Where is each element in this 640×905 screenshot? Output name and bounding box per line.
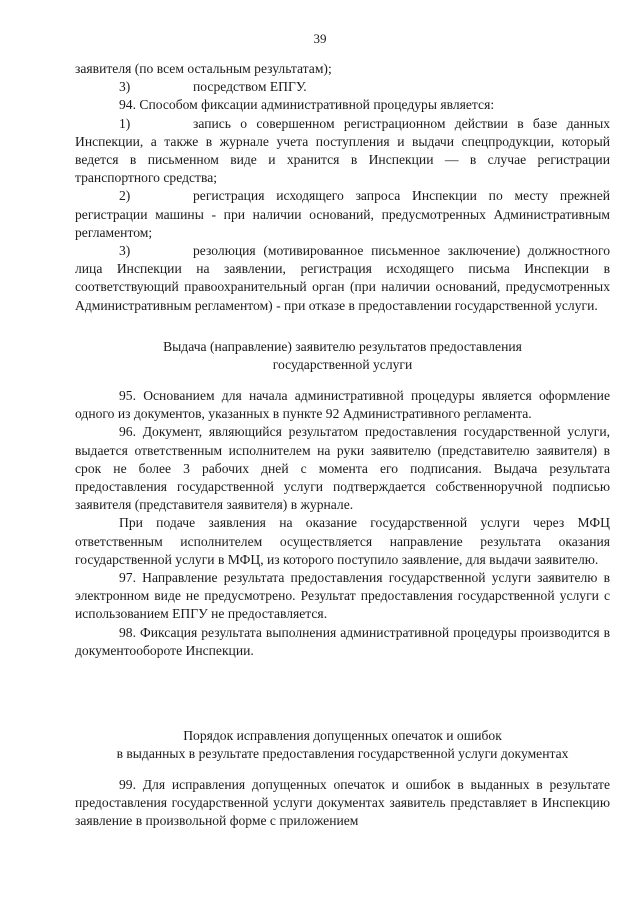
section-heading [75, 727, 610, 763]
paragraph: 94. Способом фиксации административной процедуры является: [119, 97, 495, 113]
paragraph: При подаче заявления на оказание государственной услуги через МФЦ ответственным исполнителем осуществляется направление результата оказания государственной услуги в МФЦ, из которого поступило заявление, для выдачи заявителю. [75, 515, 610, 567]
list-text: регистрация исходящего запроса Инспекции по месту прежней регистрации машины - при наличии оснований, предусмотренных Административным регламентом; [75, 188, 610, 240]
heading-line: государственной услуги [272, 357, 413, 373]
paragraph: 98. Фиксация результата выполнения административной процедуры производится в документообороте Инспекции. [75, 624, 610, 658]
list-number: 1) [119, 115, 131, 131]
list-number: 3) [119, 79, 131, 95]
list-item [75, 187, 610, 242]
page-number: 39 [313, 31, 327, 46]
heading-line: в выданных в результате предоставления государственной услуги документах [116, 746, 569, 762]
paragraph: 99. Для исправления допущенных опечаток и ошибок в выданных в результате предоставления государственной услуги документах заявитель представляет в Инспекцию заявление в произвольной форме с приложением [75, 777, 610, 829]
heading-line: Выдача (направление) заявителю результатов предоставления [163, 339, 522, 354]
section-heading [75, 338, 610, 374]
list-number: 2) [119, 188, 131, 204]
list-item [75, 78, 610, 96]
list-item [75, 242, 610, 315]
list-text: запись о совершенном регистрационном действии в базе данных Инспекции, а также в журнале учета поступления и выдачи спецпродукции, который ведется в письменном виде и хранится в Инспекции — в случае регистрации транспортного средства; [75, 115, 610, 186]
paragraph: 97. Направление результата предоставления государственной услуги заявителю в электронном виде не предусмотрено. Результат предоставления государственной услуги с использованием ЕПГУ не предоставляется. [75, 570, 610, 622]
list-text: посредством ЕПГУ. [193, 79, 307, 95]
paragraph: 96. Документ, являющийся результатом предоставления государственной услуги, выдается ответственным исполнителем на руки заявителю (представителю заявителя) в срок не более 3 рабочих дней с момента его подписания. Выдача результата предоставления государственной услуги подтверждается собственноручной подписью заявителя (представителя заявителя) в журнале. [75, 424, 610, 513]
procedure-fixation-section [75, 60, 610, 315]
paragraph: заявителя (по всем остальным результатам); [75, 61, 332, 76]
heading-line: Порядок исправления допущенных опечаток и ошибок [183, 728, 502, 743]
list-number: 3) [119, 243, 131, 259]
result-issuance-section [75, 387, 610, 660]
list-text: резолюция (мотивированное письменное заключение) должностного лица Инспекции на заявлении, регистрация исходящего письма Инспекции в соответствующий правоохранительный орган (при наличии оснований, предусмотренных Административным регламентом) - при отказе в предоставлении государственной услуги. [75, 243, 610, 313]
paragraph: 95. Основанием для начала административной процедуры является оформление одного из документов, указанных в пункте 92 Административного регламента. [75, 388, 610, 422]
error-correction-section [75, 776, 610, 831]
list-item [75, 115, 610, 188]
